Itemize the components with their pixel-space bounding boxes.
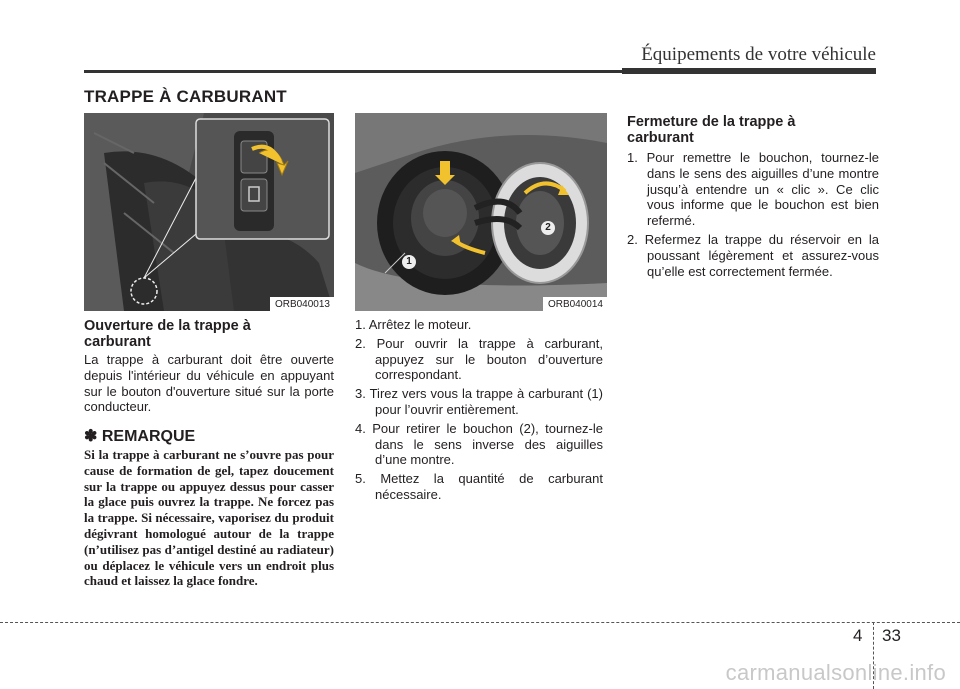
figure-interior-release [84, 113, 334, 311]
list-item: 2. Refermez la trappe du réservoir en la poussant légèrement et assurez-vous qu’elle est correctement fermée. [627, 231, 879, 279]
opening-steps [355, 317, 603, 506]
list-item: 4. Pour retirer le bouchon (2), tournez-le dans le sens inverse des aiguilles d’une montre. [355, 420, 603, 468]
figure-label: ORB040013 [270, 297, 334, 311]
opening-heading: Ouverture de la trappe à carburant [84, 318, 251, 350]
watermark: carmanualsonline.info [725, 660, 946, 685]
figure-label: ORB040014 [543, 297, 607, 311]
closing-steps [627, 150, 879, 282]
list-item: 1. Pour remettre le bouchon, tournez-le dans le sens des aiguilles d’une montre jusqu’à entendre un « clic ». Ce clic vous informe que le bouchon est bien refermé. [627, 150, 879, 229]
note-title [84, 426, 195, 446]
callout-1: 1 [402, 255, 416, 269]
list-item: 5. Mettez la quantité de carburant nécessaire. [355, 471, 603, 502]
interior-release-illustration [84, 113, 334, 311]
callout-2: 2 [541, 221, 555, 235]
list-item: 2. Pour ouvrir la trappe à carburant, appuyez sur le bouton d’ouverture correspondant. [355, 335, 603, 383]
note-symbol: ✽ [84, 428, 98, 445]
note-body: Si la trappe à carburant ne s’ouvre pas pour cause de formation de gel, tapez doucement sur la trappe ou appuyez dessus pour casser la glace puis ouvrez la trappe. Ne forcez pas la trappe. Si nécessaire, vaporisez du produit dégivrant homologué autour de la trappe (n’utilisez pas d’antigel destiné au radiateur) ou déplacez le véhicule vers un endroit plus chaud et laissez la glace fondre. [84, 447, 334, 589]
figure-fuel-door [355, 113, 607, 311]
list-item: 3. Tirez vers vous la trappe à carburant (1) pour l’ouvrir entièrement. [355, 386, 603, 417]
note-title-text: REMARQUE [101, 428, 196, 445]
section-title: TRAPPE À CARBURANT [84, 87, 287, 106]
footer-rule [0, 622, 960, 623]
fuel-door-illustration [355, 113, 607, 311]
chapter-number: 4 [853, 626, 863, 645]
opening-paragraph: La trappe à carburant doit être ouverte depuis l'intérieur du véhicule en appuyant sur le bouton d'ouverture situé sur la porte conducteur. [84, 352, 334, 415]
chapter-title: Équipements de votre véhicule [641, 44, 876, 65]
page-number: 33 [882, 626, 901, 645]
list-item: 1. Arrêtez le moteur. [355, 317, 472, 332]
closing-heading: Fermeture de la trappe à carburant [627, 114, 796, 146]
header-rule-accent [622, 68, 876, 74]
